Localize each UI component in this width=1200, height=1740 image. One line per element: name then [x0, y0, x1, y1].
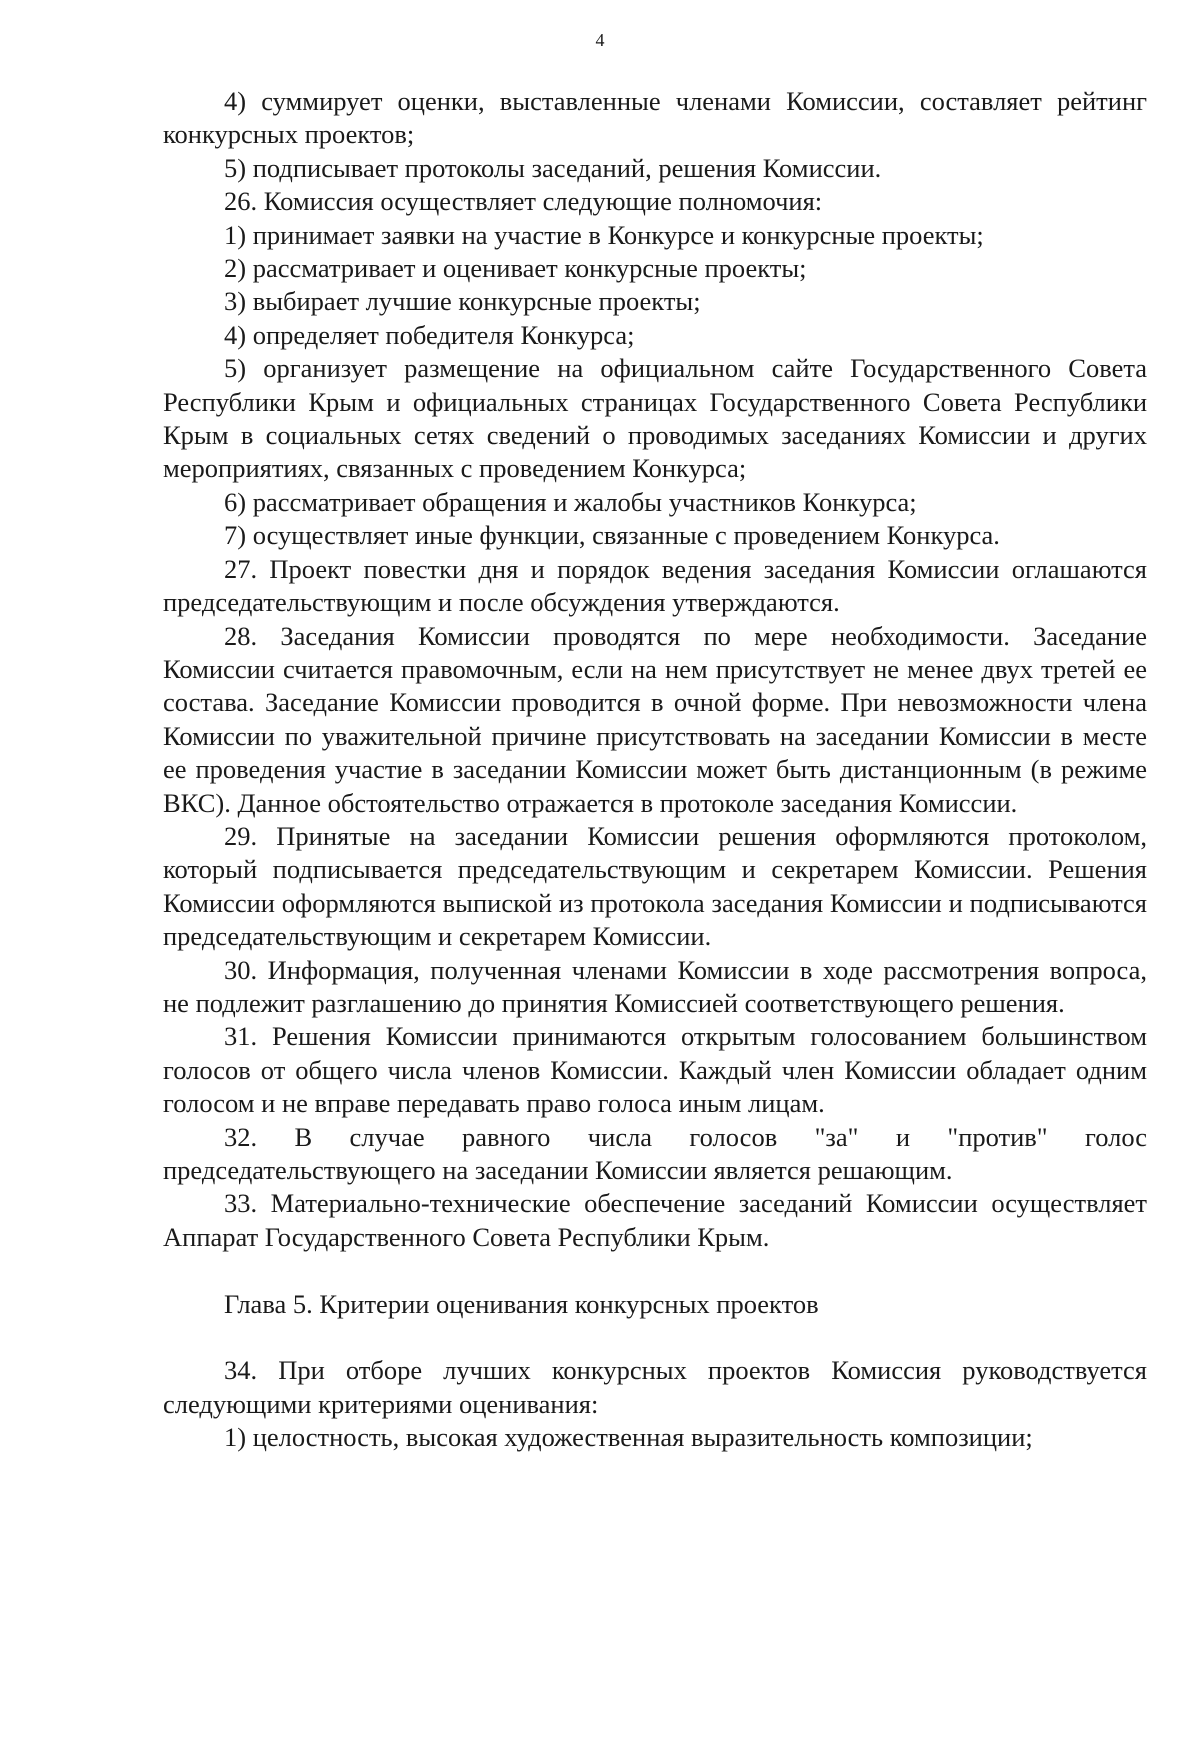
blank-line	[163, 1321, 1147, 1354]
paragraph: 7) осуществляет иные функции, связанные с проведением Конкурса.	[224, 520, 1000, 551]
paragraph: 34. При отборе лучших конкурсных проектов Комиссия руководствуется следующими критериями оценивания:	[163, 1355, 1147, 1419]
paragraph: 6) рассматривает обращения и жалобы участников Конкурса;	[224, 486, 917, 517]
paragraph: 1) принимает заявки на участие в Конкурсе и конкурсные проекты;	[224, 219, 984, 250]
document-body	[163, 85, 1147, 1455]
paragraph: 2) рассматривает и оценивает конкурсные проекты;	[224, 253, 807, 284]
paragraph: 4) суммирует оценки, выставленные членами Комиссии, составляет рейтинг конкурсных проектов;	[163, 86, 1147, 150]
paragraph: 3) выбирает лучшие конкурсные проекты;	[224, 286, 701, 317]
page-number: 4	[595, 30, 605, 50]
paragraph: 26. Комиссия осуществляет следующие полномочия:	[224, 186, 823, 217]
paragraph: 32. В случае равного числа голосов "за" и "против" голос председательствующего на заседании Комиссии является решающим.	[163, 1121, 1147, 1185]
paragraph: 33. Материально-технические обеспечение заседаний Комиссии осуществляет Аппарат Государственного Совета Республики Крым.	[163, 1188, 1147, 1252]
paragraph: 30. Информация, полученная членами Комиссии в ходе рассмотрения вопроса, не подлежит разглашению до принятия Комиссией соответствующего решения.	[163, 954, 1147, 1018]
paragraph: 27. Проект повестки дня и порядок ведения заседания Комиссии оглашаются председательствующим и после обсуждения утверждаются.	[163, 553, 1147, 618]
paragraph: 1) целостность, высокая художественная выразительность композиции;	[224, 1422, 1033, 1453]
paragraph: 4) определяет победителя Конкурса;	[224, 319, 635, 350]
paragraph: 31. Решения Комиссии принимаются открытым голосованием большинством голосов от общего числа членов Комиссии. Каждый член Комиссии обладает одним голосом и не вправе передавать право голоса иным лицам.	[163, 1021, 1147, 1119]
paragraph: 5) организует размещение на официальном сайте Государственного Совета Республики Крым и официальных страницах Государственного Совета Республики Крым в социальных сетях сведений о проводимых заседаниях Комиссии и других мероприятиях, связанных с проведением Конкурса;	[163, 353, 1147, 484]
chapter-heading: Глава 5. Критерии оценивания конкурсных проектов	[224, 1288, 819, 1319]
paragraph: 28. Заседания Комиссии проводятся по мере необходимости. Заседание Комиссии считается правомочным, если на нем присутствует не менее двух третей ее состава. Заседание Комиссии проводится в очной форме. При невозможности члена Комиссии по уважительной причине присутствовать на заседании Комиссии в месте ее проведения участие в заседании Комиссии может быть дистанционным (в режиме ВКС). Данное обстоятельство отражается в протоколе заседания Комиссии.	[163, 620, 1147, 818]
paragraph: 5) подписывает протоколы заседаний, решения Комиссии.	[224, 152, 882, 183]
blank-line	[163, 1254, 1147, 1287]
paragraph: 29. Принятые на заседании Комиссии решения оформляются протоколом, который подписывается председательствующим и секретарем Комиссии. Решения Комиссии оформляются выпиской из протокола заседания Комиссии и подписываются председательствующим и секретарем Комиссии.	[163, 820, 1147, 952]
